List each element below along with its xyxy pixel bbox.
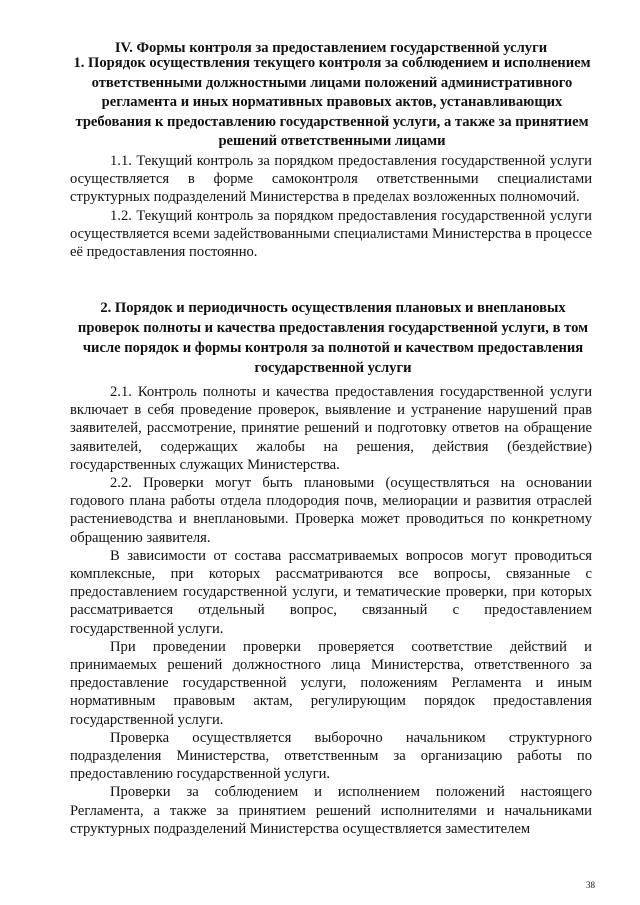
- subsection2-heading-block: [74, 298, 592, 378]
- subsection1-heading-block: [72, 54, 592, 152]
- paragraph-2-4: При проведении проверки проверяется соответствие действий и принимаемых решений должностного лица Министерства, ответственного за предоставление государственной услуги, положениям Регламента и иным нормативным правовым актам, регулирующим порядок предоставления государственной услуги.: [70, 638, 592, 728]
- paragraph-2-3: В зависимости от состава рассматриваемых вопросов могут проводиться комплексные, при которых рассматриваются все вопросы, связанные с предоставлением государственной услуги, и тематические проверки, при которых рассматривается отдельный вопрос, связанный с предоставлением государственной услуги.: [70, 547, 592, 637]
- section-heading: IV. Формы контроля за предоставлением государственной услуги: [114, 40, 548, 56]
- page-number: 38: [586, 880, 595, 890]
- subsection1-title: 1. Порядок осуществления текущего контроля за соблюдением и исполнением ответственными должностными лицами положений административного регламента и иных нормативных правовых актов, устанавливающих требования к предоставлению государственной услуги, а также за принятием решений ответственными лицами: [73, 55, 591, 149]
- subsection2-title: 2. Порядок и периодичность осуществления плановых и внеплановых проверок полноты и качества предоставления государственной услуги, в том числе порядок и формы контроля за полнотой и качеством предоставления государственной услуги: [77, 300, 589, 376]
- subsection1-body: [70, 152, 592, 261]
- paragraph-2-6: Проверки за соблюдением и исполнением положений настоящего Регламента, а также за принятием решений исполнителями и начальниками структурных подразделений Министерства осуществляется заместителем: [70, 784, 592, 837]
- paragraph-2-1: 2.1. Контроль полноты и качества предоставления государственной услуги включает в себя проведение проверок, выявление и устранение нарушений прав заявителей, рассмотрение, принятие решений и подготовку ответов на обращение заявителей, содержащих жалобы на решения, действия (бездействие) государственных служащих Министерства.: [70, 384, 592, 473]
- paragraph-1-2: 1.2. Текущий контроль за порядком предоставления государственной услуги осуществляется всеми задействованными специалистами Министерства в процессе её предоставления постоянно.: [70, 207, 592, 261]
- paragraph-1-1: 1.1. Текущий контроль за порядком предоставления государственной услуги осуществляется в форме самоконтроля ответственными специалистами структурных подразделений Министерства в пределах возложенных полномочий.: [70, 153, 592, 206]
- paragraph-2-2: 2.2. Проверки могут быть плановыми (осуществляться на основании годового плана работы отдела плодородия почв, мелиорации и развития отраслей растениеводства и внеплановыми. Проверка может проводиться по конкретному обращению заявителя.: [70, 475, 592, 546]
- subsection2-body: [70, 383, 592, 838]
- paragraph-2-5: Проверка осуществляется выборочно начальником структурного подразделения Министерства, ответственным за организацию работы по предоставлению государственной услуги.: [70, 729, 592, 783]
